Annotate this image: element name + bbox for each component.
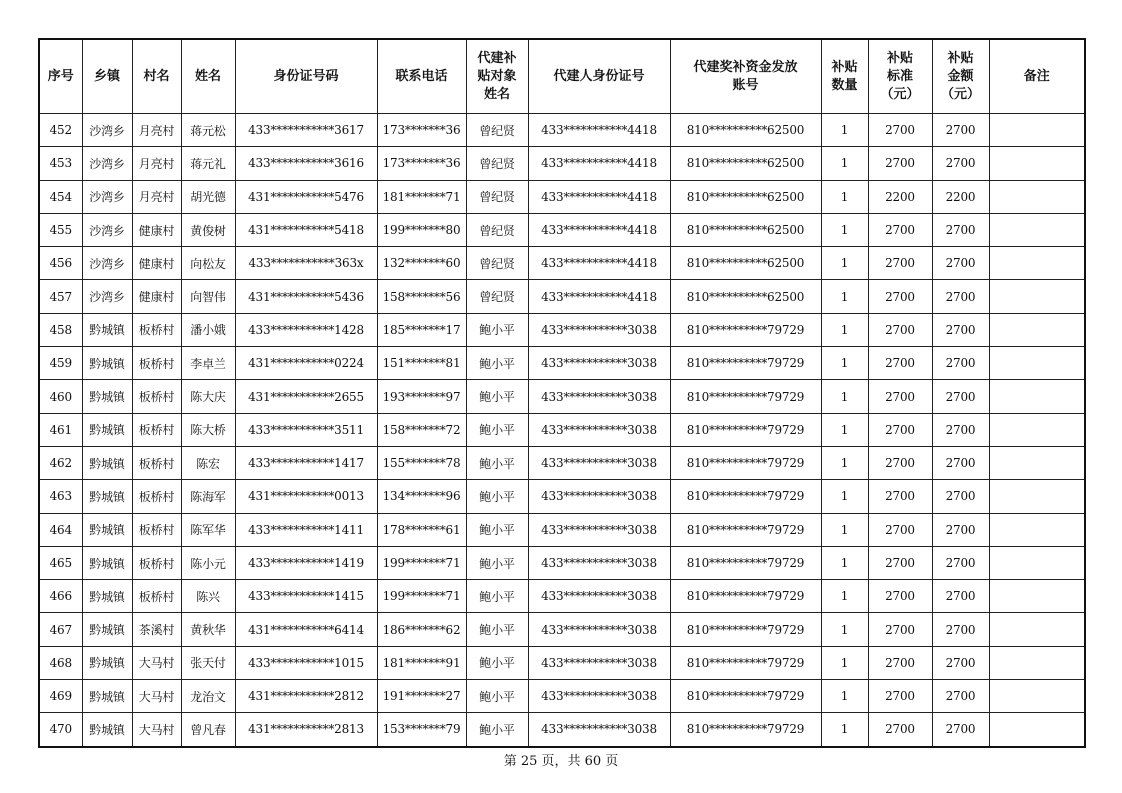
cell-village: 大马村: [132, 713, 181, 747]
cell-remark: [989, 413, 1085, 446]
cell-account: 810**********79729: [670, 713, 821, 747]
cell-phone: 181*******91: [377, 646, 466, 679]
cell-seq: 465: [39, 546, 82, 579]
cell-agent-id: 433***********3038: [528, 646, 670, 679]
cell-remark: [989, 480, 1085, 513]
column-header-phone: 联系电话: [377, 39, 466, 114]
cell-name: 陈大庆: [181, 380, 235, 413]
cell-phone: 173*******36: [377, 114, 466, 147]
cell-id-no: 433***********3616: [235, 147, 377, 180]
column-header-standard: 补贴 标准 （元）: [868, 39, 932, 114]
cell-town: 黔城镇: [82, 413, 132, 446]
cell-seq: 463: [39, 480, 82, 513]
cell-phone: 199*******80: [377, 213, 466, 246]
cell-id-no: 431***********2813: [235, 713, 377, 747]
cell-name: 潘小娥: [181, 313, 235, 346]
cell-town: 黔城镇: [82, 580, 132, 613]
cell-phone: 199*******71: [377, 546, 466, 579]
cell-village: 板桥村: [132, 380, 181, 413]
column-header-town: 乡镇: [82, 39, 132, 114]
cell-name: 陈宏: [181, 446, 235, 479]
cell-amount: 2700: [932, 147, 989, 180]
cell-id-no: 433***********1015: [235, 646, 377, 679]
cell-agent-name: 曾纪贤: [466, 280, 528, 313]
cell-village: 板桥村: [132, 413, 181, 446]
cell-name: 黄俊树: [181, 213, 235, 246]
cell-agent-name: 曾纪贤: [466, 247, 528, 280]
cell-agent-id: 433***********4418: [528, 180, 670, 213]
cell-agent-id: 433***********4418: [528, 114, 670, 147]
cell-qty: 1: [821, 480, 868, 513]
cell-seq: 458: [39, 313, 82, 346]
cell-town: 黔城镇: [82, 646, 132, 679]
subsidy-table: [38, 38, 1086, 748]
cell-standard: 2700: [868, 347, 932, 380]
cell-village: 月亮村: [132, 147, 181, 180]
cell-agent-name: 鲍小平: [466, 347, 528, 380]
cell-standard: 2700: [868, 147, 932, 180]
cell-name: 龙治文: [181, 680, 235, 713]
cell-remark: [989, 680, 1085, 713]
cell-qty: 1: [821, 580, 868, 613]
cell-account: 810**********79729: [670, 613, 821, 646]
cell-agent-id: 433***********3038: [528, 713, 670, 747]
cell-account: 810**********62500: [670, 280, 821, 313]
cell-name: 陈大桥: [181, 413, 235, 446]
cell-seq: 456: [39, 247, 82, 280]
cell-id-no: 433***********3617: [235, 114, 377, 147]
cell-standard: 2700: [868, 646, 932, 679]
cell-seq: 454: [39, 180, 82, 213]
cell-account: 810**********79729: [670, 413, 821, 446]
cell-remark: [989, 180, 1085, 213]
cell-id-no: 431***********5418: [235, 213, 377, 246]
cell-phone: 158*******72: [377, 413, 466, 446]
cell-qty: 1: [821, 680, 868, 713]
cell-town: 黔城镇: [82, 613, 132, 646]
cell-seq: 469: [39, 680, 82, 713]
cell-remark: [989, 280, 1085, 313]
table-row: [39, 180, 1085, 213]
cell-village: 健康村: [132, 213, 181, 246]
cell-qty: 1: [821, 180, 868, 213]
table-row: [39, 313, 1085, 346]
cell-remark: [989, 546, 1085, 579]
column-header-amount: 补贴 金额 （元）: [932, 39, 989, 114]
table-row: [39, 480, 1085, 513]
cell-standard: 2700: [868, 613, 932, 646]
cell-id-no: 433***********1411: [235, 513, 377, 546]
cell-town: 沙湾乡: [82, 213, 132, 246]
cell-amount: 2700: [932, 380, 989, 413]
cell-village: 健康村: [132, 247, 181, 280]
cell-amount: 2700: [932, 313, 989, 346]
cell-name: 蒋元松: [181, 114, 235, 147]
cell-agent-name: 鲍小平: [466, 480, 528, 513]
cell-town: 沙湾乡: [82, 147, 132, 180]
cell-village: 月亮村: [132, 114, 181, 147]
cell-village: 板桥村: [132, 546, 181, 579]
cell-id-no: 433***********1428: [235, 313, 377, 346]
cell-village: 板桥村: [132, 446, 181, 479]
cell-agent-id: 433***********3038: [528, 480, 670, 513]
table-row: [39, 513, 1085, 546]
cell-town: 沙湾乡: [82, 180, 132, 213]
cell-remark: [989, 213, 1085, 246]
cell-amount: 2700: [932, 114, 989, 147]
table-row: [39, 613, 1085, 646]
cell-phone: 199*******71: [377, 580, 466, 613]
cell-agent-id: 433***********3038: [528, 413, 670, 446]
cell-agent-id: 433***********4418: [528, 213, 670, 246]
cell-account: 810**********62500: [670, 114, 821, 147]
cell-remark: [989, 313, 1085, 346]
table-body: [39, 114, 1085, 747]
cell-remark: [989, 380, 1085, 413]
table-row: [39, 413, 1085, 446]
cell-account: 810**********62500: [670, 180, 821, 213]
cell-town: 黔城镇: [82, 313, 132, 346]
cell-account: 810**********79729: [670, 446, 821, 479]
cell-amount: 2700: [932, 446, 989, 479]
cell-town: 沙湾乡: [82, 114, 132, 147]
cell-agent-id: 433***********3038: [528, 580, 670, 613]
column-header-agent-name: 代建补 贴对象 姓名: [466, 39, 528, 114]
cell-standard: 2700: [868, 513, 932, 546]
cell-village: 板桥村: [132, 480, 181, 513]
cell-town: 黔城镇: [82, 347, 132, 380]
cell-account: 810**********62500: [670, 247, 821, 280]
cell-seq: 452: [39, 114, 82, 147]
cell-phone: 151*******81: [377, 347, 466, 380]
cell-remark: [989, 580, 1085, 613]
cell-standard: 2700: [868, 680, 932, 713]
cell-agent-name: 鲍小平: [466, 380, 528, 413]
cell-agent-name: 鲍小平: [466, 580, 528, 613]
cell-amount: 2700: [932, 646, 989, 679]
table-row: [39, 213, 1085, 246]
cell-name: 陈海军: [181, 480, 235, 513]
cell-agent-name: 曾纪贤: [466, 180, 528, 213]
cell-remark: [989, 446, 1085, 479]
cell-standard: 2700: [868, 713, 932, 747]
table-row: [39, 147, 1085, 180]
cell-qty: 1: [821, 613, 868, 646]
cell-agent-id: 433***********3038: [528, 680, 670, 713]
cell-amount: 2700: [932, 347, 989, 380]
cell-village: 大马村: [132, 680, 181, 713]
cell-account: 810**********79729: [670, 313, 821, 346]
cell-phone: 173*******36: [377, 147, 466, 180]
cell-amount: 2700: [932, 413, 989, 446]
cell-id-no: 431***********2655: [235, 380, 377, 413]
cell-qty: 1: [821, 713, 868, 747]
cell-agent-name: 鲍小平: [466, 680, 528, 713]
cell-seq: 455: [39, 213, 82, 246]
cell-qty: 1: [821, 114, 868, 147]
cell-seq: 468: [39, 646, 82, 679]
cell-town: 黔城镇: [82, 680, 132, 713]
table-row: [39, 680, 1085, 713]
cell-name: 李卓兰: [181, 347, 235, 380]
cell-seq: 466: [39, 580, 82, 613]
cell-seq: 453: [39, 147, 82, 180]
cell-id-no: 431***********2812: [235, 680, 377, 713]
cell-agent-id: 433***********3038: [528, 347, 670, 380]
cell-name: 胡光德: [181, 180, 235, 213]
cell-agent-id: 433***********3038: [528, 513, 670, 546]
cell-agent-name: 鲍小平: [466, 413, 528, 446]
cell-qty: 1: [821, 380, 868, 413]
cell-account: 810**********79729: [670, 380, 821, 413]
cell-agent-name: 鲍小平: [466, 613, 528, 646]
cell-village: 板桥村: [132, 580, 181, 613]
column-header-seq: 序号: [39, 39, 82, 114]
cell-agent-name: 曾纪贤: [466, 213, 528, 246]
table-header-row: [39, 39, 1085, 114]
cell-agent-name: 曾纪贤: [466, 147, 528, 180]
cell-remark: [989, 713, 1085, 747]
cell-village: 板桥村: [132, 313, 181, 346]
column-header-remark: 备注: [989, 39, 1085, 114]
cell-standard: 2700: [868, 413, 932, 446]
cell-id-no: 431***********0013: [235, 480, 377, 513]
cell-seq: 470: [39, 713, 82, 747]
cell-id-no: 431***********5436: [235, 280, 377, 313]
cell-standard: 2700: [868, 546, 932, 579]
cell-agent-id: 433***********3038: [528, 380, 670, 413]
cell-amount: 2700: [932, 713, 989, 747]
cell-town: 黔城镇: [82, 513, 132, 546]
cell-account: 810**********62500: [670, 147, 821, 180]
cell-id-no: 433***********3511: [235, 413, 377, 446]
cell-qty: 1: [821, 147, 868, 180]
cell-remark: [989, 347, 1085, 380]
cell-seq: 462: [39, 446, 82, 479]
cell-agent-name: 鲍小平: [466, 446, 528, 479]
cell-qty: 1: [821, 646, 868, 679]
cell-remark: [989, 613, 1085, 646]
cell-account: 810**********79729: [670, 546, 821, 579]
cell-phone: 193*******97: [377, 380, 466, 413]
cell-id-no: 431***********5476: [235, 180, 377, 213]
table-row: [39, 347, 1085, 380]
cell-village: 茶溪村: [132, 613, 181, 646]
cell-village: 板桥村: [132, 347, 181, 380]
cell-qty: 1: [821, 280, 868, 313]
cell-agent-id: 433***********3038: [528, 546, 670, 579]
cell-name: 陈军华: [181, 513, 235, 546]
cell-account: 810**********79729: [670, 646, 821, 679]
cell-account: 810**********79729: [670, 480, 821, 513]
cell-agent-id: 433***********3038: [528, 613, 670, 646]
cell-seq: 457: [39, 280, 82, 313]
cell-phone: 134*******96: [377, 480, 466, 513]
cell-account: 810**********79729: [670, 680, 821, 713]
table-row: [39, 380, 1085, 413]
table-row: [39, 114, 1085, 147]
cell-id-no: 431***********6414: [235, 613, 377, 646]
table-row: [39, 280, 1085, 313]
cell-phone: 181*******71: [377, 180, 466, 213]
column-header-agent-id: 代建人身份证号: [528, 39, 670, 114]
cell-qty: 1: [821, 413, 868, 446]
cell-standard: 2700: [868, 446, 932, 479]
cell-town: 黔城镇: [82, 480, 132, 513]
cell-phone: 132*******60: [377, 247, 466, 280]
cell-qty: 1: [821, 213, 868, 246]
cell-standard: 2700: [868, 480, 932, 513]
column-header-qty: 补贴 数量: [821, 39, 868, 114]
cell-account: 810**********79729: [670, 347, 821, 380]
column-header-id-no: 身份证号码: [235, 39, 377, 114]
cell-agent-name: 鲍小平: [466, 313, 528, 346]
cell-agent-id: 433***********3038: [528, 313, 670, 346]
cell-qty: 1: [821, 313, 868, 346]
table-row: [39, 713, 1085, 747]
cell-town: 黔城镇: [82, 713, 132, 747]
cell-amount: 2700: [932, 213, 989, 246]
table-row: [39, 446, 1085, 479]
cell-remark: [989, 247, 1085, 280]
cell-qty: 1: [821, 513, 868, 546]
cell-seq: 460: [39, 380, 82, 413]
cell-qty: 1: [821, 546, 868, 579]
cell-phone: 186*******62: [377, 613, 466, 646]
cell-account: 810**********62500: [670, 213, 821, 246]
cell-amount: 2700: [932, 580, 989, 613]
cell-phone: 191*******27: [377, 680, 466, 713]
cell-agent-name: 鲍小平: [466, 513, 528, 546]
cell-name: 向松友: [181, 247, 235, 280]
cell-seq: 461: [39, 413, 82, 446]
cell-standard: 2700: [868, 280, 932, 313]
cell-village: 大马村: [132, 646, 181, 679]
cell-amount: 2700: [932, 680, 989, 713]
page-footer: 第 25 页，共 60 页: [503, 754, 619, 769]
cell-remark: [989, 147, 1085, 180]
cell-qty: 1: [821, 446, 868, 479]
cell-agent-id: 433***********4418: [528, 147, 670, 180]
cell-name: 黄秋华: [181, 613, 235, 646]
cell-name: 陈兴: [181, 580, 235, 613]
cell-id-no: 431***********0224: [235, 347, 377, 380]
cell-remark: [989, 646, 1085, 679]
cell-agent-id: 433***********4418: [528, 280, 670, 313]
cell-amount: 2700: [932, 480, 989, 513]
cell-standard: 2700: [868, 247, 932, 280]
cell-village: 板桥村: [132, 513, 181, 546]
cell-standard: 2700: [868, 580, 932, 613]
cell-standard: 2700: [868, 380, 932, 413]
cell-qty: 1: [821, 247, 868, 280]
cell-amount: 2700: [932, 513, 989, 546]
cell-phone: 153*******79: [377, 713, 466, 747]
table-row: [39, 247, 1085, 280]
cell-amount: 2700: [932, 280, 989, 313]
cell-id-no: 433***********1415: [235, 580, 377, 613]
table-row: [39, 546, 1085, 579]
cell-standard: 2200: [868, 180, 932, 213]
cell-agent-name: 鲍小平: [466, 713, 528, 747]
cell-town: 沙湾乡: [82, 247, 132, 280]
cell-phone: 178*******61: [377, 513, 466, 546]
cell-amount: 2700: [932, 613, 989, 646]
cell-remark: [989, 114, 1085, 147]
cell-village: 月亮村: [132, 180, 181, 213]
cell-phone: 155*******78: [377, 446, 466, 479]
cell-name: 蒋元礼: [181, 147, 235, 180]
cell-id-no: 433***********1419: [235, 546, 377, 579]
cell-phone: 185*******17: [377, 313, 466, 346]
cell-id-no: 433***********1417: [235, 446, 377, 479]
column-header-village: 村名: [132, 39, 181, 114]
table-row: [39, 580, 1085, 613]
cell-name: 张天付: [181, 646, 235, 679]
cell-id-no: 433***********363x: [235, 247, 377, 280]
cell-amount: 2700: [932, 546, 989, 579]
cell-standard: 2700: [868, 114, 932, 147]
cell-name: 向智伟: [181, 280, 235, 313]
cell-agent-name: 鲍小平: [466, 646, 528, 679]
table-row: [39, 646, 1085, 679]
cell-seq: 467: [39, 613, 82, 646]
cell-agent-name: 曾纪贤: [466, 114, 528, 147]
cell-village: 健康村: [132, 280, 181, 313]
cell-qty: 1: [821, 347, 868, 380]
cell-name: 曾凡春: [181, 713, 235, 747]
cell-town: 黔城镇: [82, 546, 132, 579]
cell-town: 黔城镇: [82, 446, 132, 479]
column-header-account: 代建奖补资金发放 账号: [670, 39, 821, 114]
cell-amount: 2200: [932, 180, 989, 213]
cell-agent-id: 433***********3038: [528, 446, 670, 479]
cell-agent-id: 433***********4418: [528, 247, 670, 280]
cell-account: 810**********79729: [670, 513, 821, 546]
column-header-name: 姓名: [181, 39, 235, 114]
cell-town: 黔城镇: [82, 380, 132, 413]
cell-name: 陈小元: [181, 546, 235, 579]
cell-town: 沙湾乡: [82, 280, 132, 313]
cell-account: 810**********79729: [670, 580, 821, 613]
cell-agent-name: 鲍小平: [466, 546, 528, 579]
cell-amount: 2700: [932, 247, 989, 280]
cell-phone: 158*******56: [377, 280, 466, 313]
cell-standard: 2700: [868, 313, 932, 346]
cell-seq: 464: [39, 513, 82, 546]
cell-remark: [989, 513, 1085, 546]
cell-standard: 2700: [868, 213, 932, 246]
cell-seq: 459: [39, 347, 82, 380]
